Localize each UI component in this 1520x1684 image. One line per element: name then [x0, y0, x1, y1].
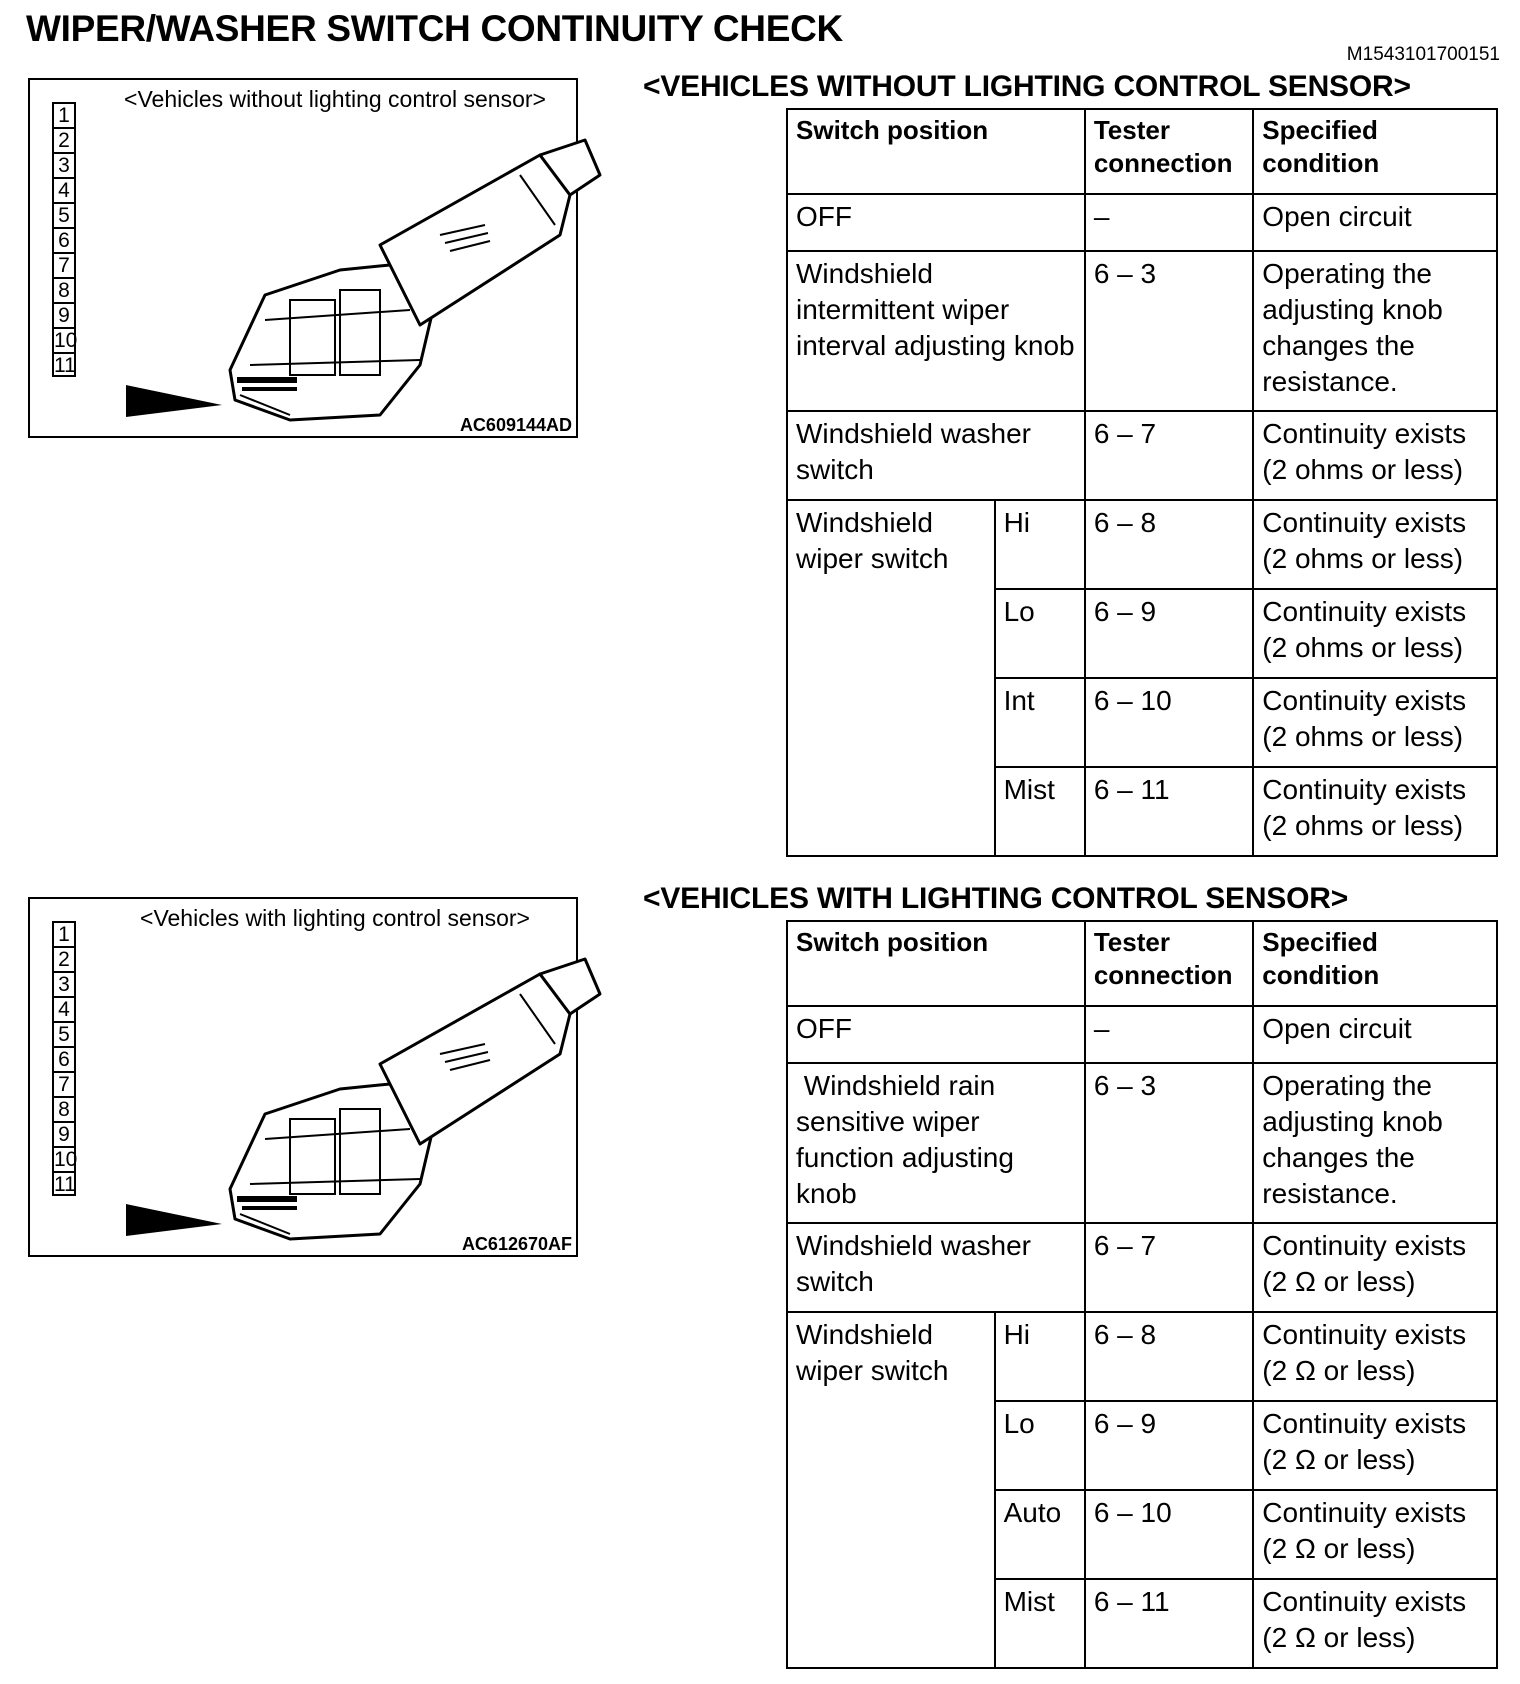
figure-code: AC612670AF	[461, 1234, 572, 1254]
pin-number: 10	[54, 329, 78, 352]
table-row	[787, 411, 1497, 500]
pin-number: 9	[52, 1121, 76, 1146]
specified-condition-cell: Operating the adjusting knob changes the resistance.	[1253, 251, 1497, 411]
header-switch-position: Switch position	[787, 921, 1085, 1006]
tester-connection-cell: 6 – 10	[1085, 678, 1253, 767]
pin-number: 5	[52, 1021, 76, 1046]
wiper-switch-group-cell: Windshield wiper switch	[787, 500, 995, 856]
pin-number: 2	[52, 946, 76, 971]
sub-position-cell: Hi	[995, 1312, 1085, 1401]
sub-position-cell: Mist	[995, 767, 1085, 856]
section-heading: <VEHICLES WITHOUT LIGHTING CONTROL SENSOR>	[643, 70, 1411, 103]
table-row	[787, 194, 1497, 251]
pin-number: 11	[54, 354, 76, 377]
sub-position-cell: Hi	[995, 500, 1085, 589]
wiper-switch-illustration	[90, 934, 610, 1244]
figure-code: AC609144AD	[459, 415, 572, 435]
tester-connection-cell: 6 – 3	[1085, 1063, 1253, 1223]
tester-connection-cell: 6 – 7	[1085, 411, 1253, 500]
tester-connection-cell: 6 – 11	[1085, 1579, 1253, 1668]
document-id: M1543101700151	[1346, 44, 1500, 65]
switch-position-cell: OFF	[787, 1006, 1085, 1063]
table-row	[787, 500, 1497, 589]
tester-connection-cell: 6 – 3	[1085, 251, 1253, 411]
tester-connection-cell: 6 – 7	[1085, 1223, 1253, 1312]
switch-position-cell: Windshield intermittent wiper interval adjusting knob	[787, 251, 1085, 411]
pin-number: 2	[52, 127, 76, 152]
table-row	[787, 1223, 1497, 1312]
figure-with-sensor	[28, 897, 578, 1257]
switch-position-cell: Windshield rain sensitive wiper function adjusting knob	[787, 1063, 1085, 1223]
table-row	[787, 1312, 1497, 1401]
specified-condition-cell: Continuity exists (2 Ω or less)	[1253, 1223, 1497, 1312]
pin-number: 5	[52, 202, 76, 227]
pin-number: 6	[52, 1046, 76, 1071]
specified-condition-cell: Continuity exists (2 Ω or less)	[1253, 1490, 1497, 1579]
specified-condition-cell: Open circuit	[1253, 194, 1497, 251]
sub-position-cell: Auto	[995, 1490, 1085, 1579]
pin-number: 7	[52, 1071, 76, 1096]
pin-number: 10	[54, 1148, 78, 1171]
header-specified-condition: Specified condition	[1253, 109, 1497, 194]
pin-number: 4	[52, 996, 76, 1021]
continuity-table-without-sensor	[786, 108, 1498, 857]
section-heading: <VEHICLES WITH LIGHTING CONTROL SENSOR>	[643, 882, 1349, 915]
switch-position-cell: Windshield washer switch	[787, 1223, 1085, 1312]
specified-condition-cell: Continuity exists (2 Ω or less)	[1253, 1401, 1497, 1490]
specified-condition-cell: Continuity exists (2 ohms or less)	[1253, 767, 1497, 856]
tester-connection-cell: 6 – 8	[1085, 1312, 1253, 1401]
tester-connection-cell: 6 – 10	[1085, 1490, 1253, 1579]
tester-connection-cell: 6 – 9	[1085, 1401, 1253, 1490]
specified-condition-cell: Continuity exists (2 ohms or less)	[1253, 411, 1497, 500]
specified-condition-cell: Continuity exists (2 ohms or less)	[1253, 589, 1497, 678]
table-row	[787, 251, 1497, 411]
figure-caption: <Vehicles with lighting control sensor>	[140, 905, 530, 931]
sub-position-cell: Lo	[995, 1401, 1085, 1490]
pin-number: 1	[52, 102, 76, 127]
sub-position-cell: Int	[995, 678, 1085, 767]
pin-number: 8	[52, 277, 76, 302]
sub-position-cell: Lo	[995, 589, 1085, 678]
wiper-switch-group-cell: Windshield wiper switch	[787, 1312, 995, 1668]
pin-number: 7	[52, 252, 76, 277]
header-tester-connection: Tester connection	[1085, 921, 1253, 1006]
pin-number: 11	[54, 1173, 76, 1196]
header-switch-position: Switch position	[787, 109, 1085, 194]
specified-condition-cell: Open circuit	[1253, 1006, 1497, 1063]
pin-number: 1	[52, 921, 76, 946]
specified-condition-cell: Continuity exists (2 Ω or less)	[1253, 1579, 1497, 1668]
specified-condition-cell: Continuity exists (2 Ω or less)	[1253, 1312, 1497, 1401]
header-tester-connection: Tester connection	[1085, 109, 1253, 194]
table-header-row	[787, 921, 1497, 1006]
specified-condition-cell: Continuity exists (2 ohms or less)	[1253, 500, 1497, 589]
connector-pin-list	[52, 102, 78, 377]
table-row	[787, 1006, 1497, 1063]
tester-connection-cell: –	[1085, 1006, 1253, 1063]
tester-connection-cell: 6 – 11	[1085, 767, 1253, 856]
tester-connection-cell: 6 – 9	[1085, 589, 1253, 678]
tester-connection-cell: –	[1085, 194, 1253, 251]
pin-number: 3	[52, 152, 76, 177]
table-header-row	[787, 109, 1497, 194]
connector-pin-list	[52, 921, 78, 1196]
pin-number: 9	[52, 302, 76, 327]
pin-number: 6	[52, 227, 76, 252]
specified-condition-cell: Continuity exists (2 ohms or less)	[1253, 678, 1497, 767]
wiper-switch-illustration	[90, 115, 610, 425]
pin-number: 4	[52, 177, 76, 202]
table-row	[787, 1063, 1497, 1223]
pin-number: 8	[52, 1096, 76, 1121]
figure-without-sensor	[28, 78, 578, 438]
switch-position-cell: Windshield washer switch	[787, 411, 1085, 500]
page-title: WIPER/WASHER SWITCH CONTINUITY CHECK	[26, 8, 843, 49]
header-specified-condition: Specified condition	[1253, 921, 1497, 1006]
sub-position-cell: Mist	[995, 1579, 1085, 1668]
specified-condition-cell: Operating the adjusting knob changes the resistance.	[1253, 1063, 1497, 1223]
tester-connection-cell: 6 – 8	[1085, 500, 1253, 589]
pin-number: 3	[52, 971, 76, 996]
switch-position-cell: OFF	[787, 194, 1085, 251]
continuity-table-with-sensor	[786, 920, 1498, 1669]
figure-caption: <Vehicles without lighting control sensor>	[124, 86, 546, 112]
